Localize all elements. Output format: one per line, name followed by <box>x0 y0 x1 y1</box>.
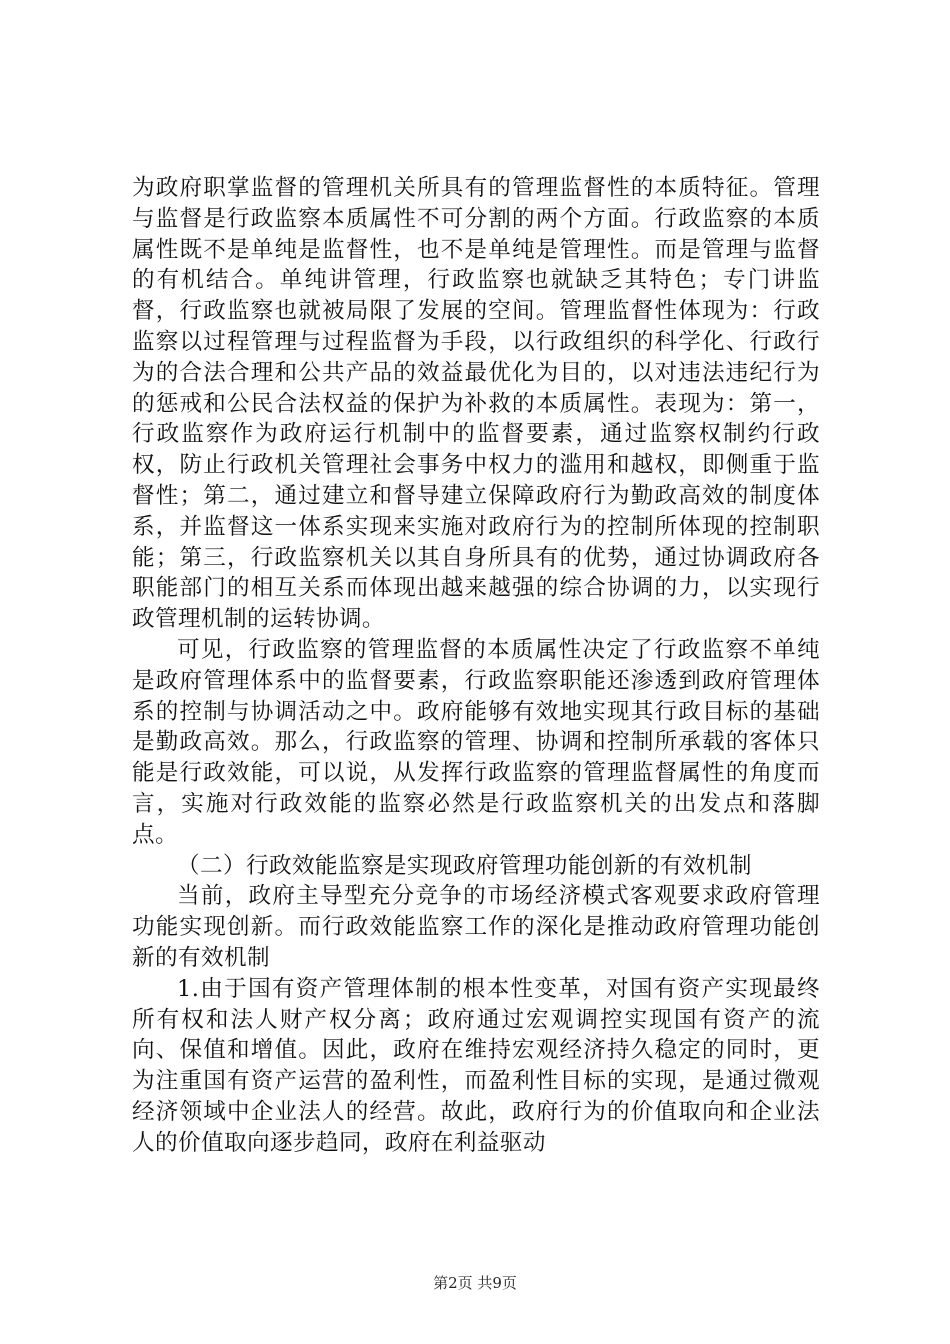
paragraph: 可见，行政监察的管理监督的本质属性决定了行政监察不单纯是政府管理体系中的监督要素，行政监察职能还渗透到政府管理体系的控制与协调活动之中。政府能够有效地实现其行政目标的基础是勤政高效。那么，行政监察的管理、协调和控制所承载的客体只能是行政效能，可以说，从发挥行政监察的管理监督属性的角度而言，实施对行政效能的监察必然是行政监察机关的出发点和落脚点。 <box>132 636 820 848</box>
document-body <box>132 173 820 1159</box>
paragraph-continued: 为政府职掌监督的管理机关所具有的管理监督性的本质特征。管理与监督是行政监察本质属性不可分割的两个方面。行政监察的本质属性既不是单纯是监督性，也不是单纯是管理性。而是管理与监督的有机结合。单纯讲管理，行政监察也就缺乏其特色；专门讲监督，行政监察也就被局限了发展的空间。管理监督性体现为：行政监察以过程管理与过程监督为手段，以行政组织的科学化、行政行为的合法合理和公共产品的效益最优化为目的，以对违法违纪行为的惩戒和公民合法权益的保护为补救的本质属性。表现为：第一，行政监察作为政府运行机制中的监督要素，通过监察权制约行政权，防止行政机关管理社会事务中权力的滥用和越权，即侧重于监督性；第二，通过建立和督导建立保障政府行为勤政高效的制度体系，并监督这一体系实现来实施对政府行为的控制所体现的控制职能；第三，行政监察机关以其自身所具有的优势，通过协调政府各职能部门的相互关系而体现出越来越强的综合协调的力，以实现行政管理机制的运转协调。 <box>132 175 820 633</box>
page-number-footer: 第2页 共9页 <box>433 1274 517 1292</box>
numbered-paragraph: 1.由于国有资产管理体制的根本性变革，对国有资产实现最终所有权和法人财产权分离；政府通过宏观调控实现国有资产的流向、保值和增值。因此，政府在维持宏观经济持久稳定的同时，更为注重国有资产运营的盈利性，而盈利性目标的实现，是通过微观经济领域中企业法人的经营。故此，政府行为的价值取向和企业法人的价值取向逐步趋同，政府在利益驱动 <box>132 975 820 1156</box>
paragraph: 当前，政府主导型充分竞争的市场经济模式客观要求政府管理功能实现创新。而行政效能监察工作的深化是推动政府管理功能创新的有效机制 <box>132 883 820 971</box>
section-heading: （二）行政效能监察是实现政府管理功能创新的有效机制 <box>177 852 752 879</box>
